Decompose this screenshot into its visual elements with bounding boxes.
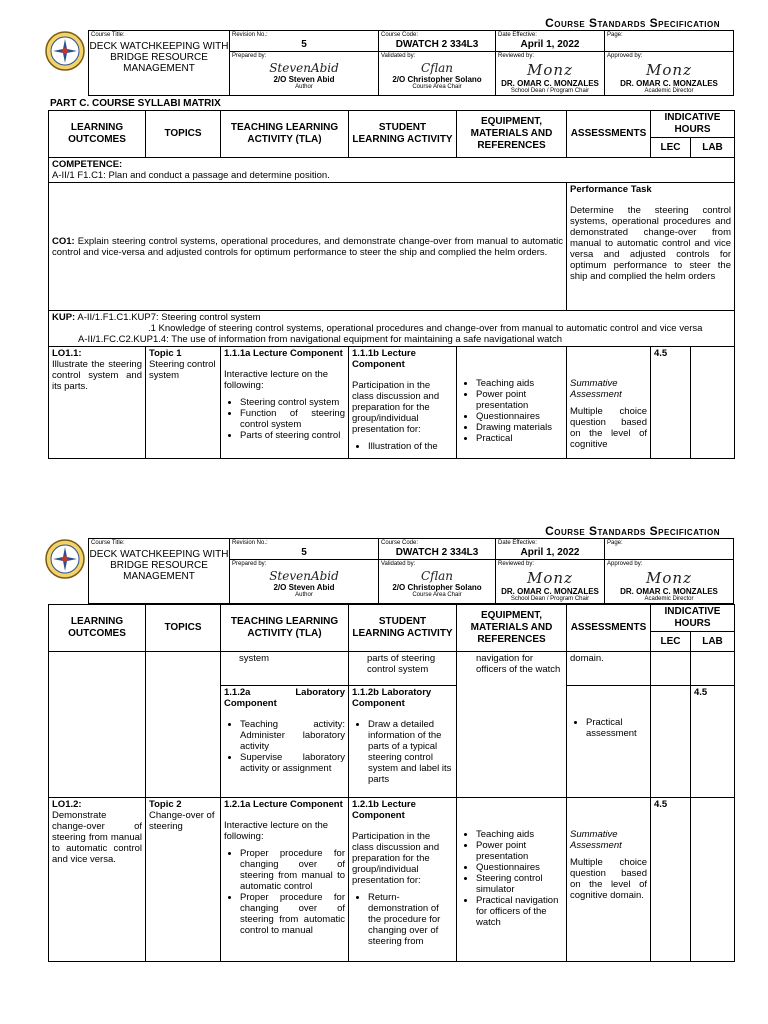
- course-code-cell: [379, 539, 496, 560]
- list-item: • Draw a detailed information of the parts of a typical steering control system and label its parts: [368, 719, 453, 785]
- reviewed-cell: [496, 560, 605, 604]
- kup-label: KUP:: [52, 312, 76, 323]
- kup-line-2: .1 Knowledge of steering control systems, operational procedures and change-over from manual to automatic control and vice versa: [148, 323, 703, 334]
- col-sla: STUDENT LEARNING ACTIVITY: [349, 605, 457, 652]
- topic2-label: Topic 2: [149, 799, 182, 810]
- date-cell: [496, 539, 605, 560]
- assessment-lo12-title: Summative Assessment: [570, 829, 622, 851]
- tla-121a-intro: Interactive lecture on the following:: [224, 820, 329, 842]
- validated-name: 2/O Christopher Solano: [392, 75, 482, 84]
- tla-111a-cell: [221, 347, 349, 459]
- date-cell: [496, 31, 605, 52]
- col-lec: LEC: [651, 138, 691, 158]
- sla-111b-cell: [349, 347, 457, 459]
- revision-cell: [230, 539, 379, 560]
- lo12-lec-hours: 4.5: [651, 798, 691, 962]
- prepared-role: Author: [295, 592, 313, 598]
- reviewed-role: School Dean / Program Chair: [510, 88, 590, 94]
- list-item: • Practical navigation for officers of the watch: [476, 895, 563, 928]
- list-item: • Teaching activity: Administer laboratory activity: [240, 719, 345, 752]
- validated-signature: Cflan: [420, 61, 454, 75]
- page-label: Page:: [607, 32, 623, 38]
- sla-111b-list: [352, 441, 453, 452]
- doc-type-title: Course Standards Specification: [545, 524, 720, 538]
- equipment-lo11-list: [460, 378, 563, 444]
- reviewed-signature: Monz: [527, 61, 573, 79]
- date-label: Date Effective:: [498, 540, 537, 546]
- sla-112b-cell: [349, 686, 457, 798]
- document-page-2: [0, 508, 768, 1008]
- course-title-cell: [89, 539, 230, 604]
- list-item: • Illustration of the: [368, 441, 453, 452]
- course-code-cell: [379, 31, 496, 52]
- col-equipment: EQUIPMENT, MATERIALS AND REFERENCES: [457, 605, 567, 652]
- course-header-table: [88, 30, 734, 96]
- document-page-1: [0, 0, 768, 500]
- kup-line-1: A-II/1.F1.C1.KUP7: Steering control system: [77, 312, 261, 323]
- equipment-continued-cell: [457, 652, 567, 798]
- assessment-continued-text: domain.: [567, 652, 651, 686]
- list-item: • Proper procedure for changing over of steering from manual to automatic control: [240, 848, 345, 892]
- prepared-label: Prepared by:: [232, 561, 267, 567]
- course-title: DECK WATCHKEEPING WITH BRIDGE RESOURCE MANAGEMENT: [89, 549, 229, 582]
- lo12-text: Demonstrate change-over of steering from manual to automatic control and vice versa.: [52, 810, 142, 865]
- sla-121b-cell: [349, 798, 457, 962]
- prepared-name: 2/O Steven Abid: [273, 583, 335, 592]
- performance-task-cell: [567, 183, 735, 311]
- date-label: Date Effective:: [498, 32, 537, 38]
- prepared-cell: [230, 560, 379, 604]
- lo11-label: LO1.1:: [52, 348, 82, 359]
- revision-value: 5: [301, 547, 307, 558]
- list-item: • Supervise laboratory activity or assignment: [240, 752, 345, 774]
- course-title: DECK WATCHKEEPING WITH BRIDGE RESOURCE MANAGEMENT: [89, 41, 229, 74]
- part-c-title: PART C. COURSE SYLLABI MATRIX: [50, 98, 221, 109]
- prepared-cell: [230, 52, 379, 96]
- course-code-label: Course Code:: [381, 32, 419, 38]
- approved-name: DR. OMAR C. MONZALES: [620, 79, 718, 88]
- topic1-continued-cell: [146, 652, 221, 798]
- page-cell: [605, 31, 734, 52]
- topic2-cell: [146, 798, 221, 962]
- col-lab: LAB: [691, 138, 735, 158]
- prepared-signature: StevenAbid: [269, 569, 339, 583]
- topic1-text: Steering control system: [149, 359, 216, 381]
- approved-cell: [605, 560, 734, 604]
- approved-label: Approved by:: [607, 53, 643, 59]
- validated-label: Validated by:: [381, 561, 416, 567]
- tla-111a-list: [224, 397, 345, 441]
- sla-112b-list: [352, 719, 453, 785]
- prepared-name: 2/O Steven Abid: [273, 75, 335, 84]
- page-label: Page:: [607, 540, 623, 546]
- assessment-lo12-cell: [567, 798, 651, 962]
- validated-signature: Cflan: [420, 569, 454, 583]
- assessment-lo11-cell: [567, 347, 651, 459]
- assessment-lo11-title: Summative Assessment: [570, 378, 622, 400]
- lo12-label: LO1.2:: [52, 799, 82, 810]
- reviewed-name: DR. OMAR C. MONZALES: [501, 79, 599, 88]
- col-assessments: ASSESSMENTS: [567, 111, 651, 158]
- course-code-value: DWATCH 2 334L3: [395, 547, 479, 558]
- course-code-value: DWATCH 2 334L3: [395, 39, 479, 50]
- lo11-lab-hours: [691, 347, 735, 459]
- tla-121a-title: 1.2.1a Lecture Component: [224, 799, 343, 810]
- validated-cell: [379, 52, 496, 96]
- lo12-cell: [49, 798, 146, 962]
- approved-cell: [605, 52, 734, 96]
- list-item: • Proper procedure for changing over of steering from automatic control to manual: [240, 892, 345, 936]
- approved-signature: Monz: [646, 61, 692, 79]
- lo11-lec-hours: 4.5: [651, 347, 691, 459]
- topic1-label: Topic 1: [149, 348, 182, 359]
- approved-label: Approved by:: [607, 561, 643, 567]
- lo12-lab-hours: [691, 798, 735, 962]
- list-item: • Parts of steering control: [240, 430, 345, 441]
- doc-type-title: Course Standards Specification: [545, 16, 720, 30]
- list-item: • Teaching aids: [476, 378, 563, 389]
- col-lab: LAB: [691, 632, 735, 652]
- tla-111a-title: 1.1.1a Lecture Component: [224, 348, 343, 359]
- reviewed-label: Reviewed by:: [498, 561, 535, 567]
- list-item: • Teaching aids: [476, 829, 563, 840]
- sla-111b-title: 1.1.1b Lecture Component: [352, 348, 416, 370]
- validated-cell: [379, 560, 496, 604]
- list-item: • Return-demonstration of the procedure for changing over of steering from: [368, 892, 453, 947]
- list-item: • Steering control simulator: [476, 873, 563, 895]
- sla-121b-list: [352, 892, 453, 947]
- cont-lab-cell: [691, 652, 735, 686]
- cont-lec-cell: [651, 652, 691, 686]
- list-item: • Questionnaires: [476, 862, 563, 873]
- col-indicative-hours: INDICATIVE HOURS: [651, 111, 735, 138]
- revision-label: Revision No.:: [232, 32, 268, 38]
- school-seal-logo: [44, 30, 86, 72]
- col-topics: TOPICS: [146, 111, 221, 158]
- page-cell: [605, 539, 734, 560]
- tla-112a-list: [224, 719, 345, 774]
- topic1-cell: [146, 347, 221, 459]
- tla-112a-title: 1.1.2a Laboratory Component: [224, 687, 345, 709]
- tla-121a-cell: [221, 798, 349, 962]
- list-item: • Questionnaires: [476, 411, 563, 422]
- competence-row: [49, 158, 735, 183]
- performance-task-title: Performance Task: [570, 184, 652, 195]
- syllabi-matrix-page-2: [48, 604, 735, 962]
- col-equipment: EQUIPMENT, MATERIALS AND REFERENCES: [457, 111, 567, 158]
- lab11-lab-hours: 4.5: [691, 686, 735, 798]
- list-item: • Practical: [476, 433, 563, 444]
- assessment-lab11-cell: [567, 686, 651, 798]
- list-item: • Function of steering control system: [240, 408, 345, 430]
- lab11-lec-cell: [651, 686, 691, 798]
- syllabi-matrix-page-1: [48, 110, 735, 459]
- lo11-continued-cell: [49, 652, 146, 798]
- col-sla: STUDENT LEARNING ACTIVITY: [349, 111, 457, 158]
- col-learning-outcomes: LEARNING OUTCOMES: [49, 111, 146, 158]
- prepared-role: Author: [295, 84, 313, 90]
- equipment-lo12-cell: [457, 798, 567, 962]
- col-learning-outcomes: LEARNING OUTCOMES: [49, 605, 146, 652]
- prepared-signature: StevenAbid: [269, 61, 339, 75]
- lo11-text: Illustrate the steering control system and its parts.: [52, 359, 142, 392]
- approved-name: DR. OMAR C. MONZALES: [620, 587, 718, 596]
- assessment-lo11-text: Multiple choice question based on the level of cognitive: [570, 406, 647, 450]
- tla-121a-list: [224, 848, 345, 936]
- course-title-cell: [89, 31, 230, 96]
- kup-line-3: A-II/1.FC.C2.KUP1.4: The use of information from navigational equipment for maintaining a safe navigational watch: [78, 334, 563, 345]
- col-lec: LEC: [651, 632, 691, 652]
- validated-name: 2/O Christopher Solano: [392, 583, 482, 592]
- tla-111a-intro: Interactive lecture on the following:: [224, 369, 329, 391]
- list-item: • Power point presentation: [476, 840, 563, 862]
- date-value: April 1, 2022: [520, 547, 580, 558]
- sla-121b-intro: Participation in the class discussion and preparation for the group/individual presentation for:: [352, 831, 440, 886]
- col-indicative-hours: INDICATIVE HOURS: [651, 605, 735, 632]
- competence-text: A-II/1 F1.C1: Plan and conduct a passage and determine position.: [52, 170, 330, 181]
- competence-label: COMPETENCE:: [52, 159, 123, 170]
- co1-text: Explain steering control systems, operational procedures, and demonstrate change-over from manual to automatic control and vice-versa and adjusted controls for optimum performance to steer the ship and complied the helm orders.: [52, 235, 564, 258]
- reviewed-name: DR. OMAR C. MONZALES: [501, 587, 599, 596]
- performance-task-text: Determine the steering control systems, operational procedures and demonstrated change-over from manual to automatic control and vice versa and adjusted controls for optimum performance to steer the ship and complied the helm orders: [570, 205, 732, 282]
- sla-111b-intro: Participation in the class discussion and preparation for the group/individual presentation for:: [352, 380, 440, 435]
- sla-continued-text: parts of steering control system: [349, 652, 457, 686]
- tla-continued-text: system: [221, 652, 349, 686]
- list-item: • Drawing materials: [476, 422, 563, 433]
- approved-role: Academic Director: [644, 88, 694, 94]
- revision-label: Revision No.:: [232, 540, 268, 546]
- col-topics: TOPICS: [146, 605, 221, 652]
- col-tla: TEACHING LEARNING ACTIVITY (TLA): [221, 111, 349, 158]
- school-seal-logo: [44, 538, 86, 580]
- equipment-continued-text: navigation for officers of the watch: [476, 653, 561, 675]
- list-item: • Steering control system: [240, 397, 345, 408]
- equipment-lo11-cell: [457, 347, 567, 459]
- assessment-lab11-list: [570, 717, 647, 739]
- course-title-label: Course Title:: [91, 32, 125, 38]
- revision-value: 5: [301, 39, 307, 50]
- assessment-lo12-text: Multiple choice question based on the level of cognitive domain.: [570, 857, 647, 901]
- reviewed-role: School Dean / Program Chair: [510, 596, 590, 602]
- co1-cell: [49, 183, 567, 311]
- kup-row: [49, 311, 735, 347]
- course-title-label: Course Title:: [91, 540, 125, 546]
- list-item: • Practical assessment: [586, 717, 647, 739]
- reviewed-signature: Monz: [527, 569, 573, 587]
- course-code-label: Course Code:: [381, 540, 419, 546]
- col-assessments: ASSESSMENTS: [567, 605, 651, 652]
- equipment-lo12-list: [460, 829, 563, 928]
- reviewed-cell: [496, 52, 605, 96]
- validated-label: Validated by:: [381, 53, 416, 59]
- date-value: April 1, 2022: [520, 39, 580, 50]
- approved-role: Academic Director: [644, 596, 694, 602]
- validated-role: Course Area Chair: [412, 592, 462, 598]
- approved-signature: Monz: [646, 569, 692, 587]
- list-item: • Power point presentation: [476, 389, 563, 411]
- col-tla: TEACHING LEARNING ACTIVITY (TLA): [221, 605, 349, 652]
- sla-112b-title: 1.1.2b Laboratory Component: [352, 687, 432, 709]
- co1-label: CO1:: [52, 235, 75, 247]
- sla-121b-title: 1.2.1b Lecture Component: [352, 799, 416, 821]
- reviewed-label: Reviewed by:: [498, 53, 535, 59]
- tla-112a-cell: [221, 686, 349, 798]
- validated-role: Course Area Chair: [412, 84, 462, 90]
- revision-cell: [230, 31, 379, 52]
- prepared-label: Prepared by:: [232, 53, 267, 59]
- course-header-table: [88, 538, 734, 604]
- lo11-cell: [49, 347, 146, 459]
- topic2-text: Change-over of steering: [149, 810, 215, 832]
